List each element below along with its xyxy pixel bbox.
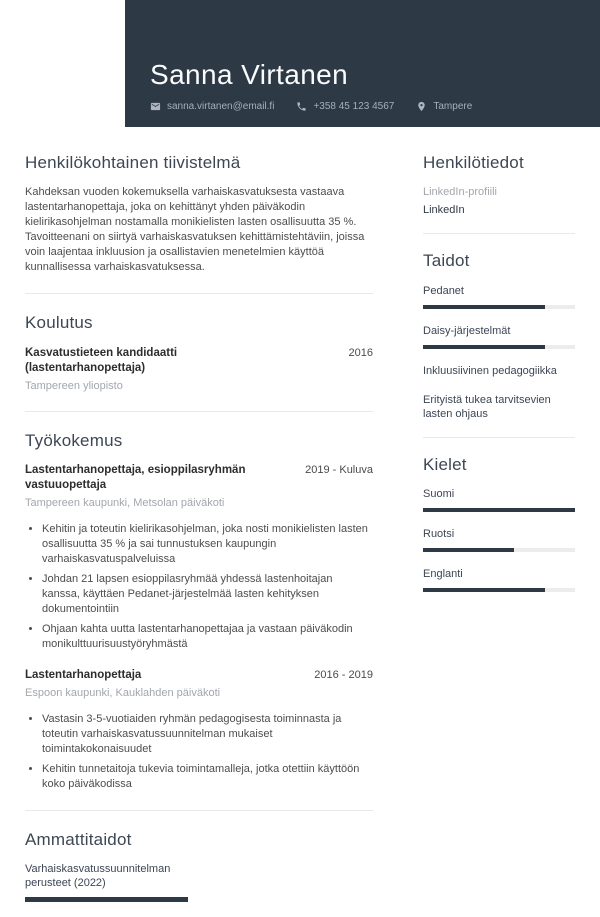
language-name: Englanti	[423, 567, 463, 580]
envelope-icon	[150, 101, 161, 112]
phone-link[interactable]	[296, 101, 394, 112]
language-level-fill	[423, 508, 575, 512]
divider	[25, 293, 373, 294]
skills-section-title: Taidot	[423, 251, 470, 271]
education-section	[25, 312, 373, 392]
education-date: 2016	[348, 346, 373, 359]
experience-entry	[25, 668, 373, 792]
location-item	[416, 101, 472, 112]
job-bullet: • Kehitin ja toteutin kielirikasohjelman, joka nosti monikielisten lasten osallisuutta 35 % ja sai tunnustuksen kaupungin varhaiskasvatuspalveluissa	[42, 522, 373, 567]
job-date: 2016 - 2019	[314, 668, 373, 681]
summary-text: Kahdeksan vuoden kokemuksella varhaiskasvatuksesta vastaava lastentarhanopettaja, joka on kehittänyt yhden päiväkodin kielirikasohjelman nostamalla monikielisten lasten osallisuutta 35 %. Tavoitteenani on siirtyä varhaiskasvatuksen kehittämistehtäviin, joissa voin laajentaa inkluusion ja osallistavien menetelmien käyttöä kunnallisessa varhaiskasvatuksessa.	[25, 186, 365, 274]
main-column	[25, 152, 373, 917]
summary-section-title: Henkilökohtainen tiivistelmä	[25, 153, 241, 172]
courses-section	[25, 829, 373, 902]
skill-name: Pedanet	[423, 284, 464, 297]
language-item	[423, 487, 575, 512]
map-pin-icon	[416, 101, 427, 112]
location-text: Tampere	[433, 101, 473, 112]
school-name: Tampereen yliopisto	[25, 379, 123, 392]
education-entry-head	[25, 346, 373, 376]
skill-level-fill	[423, 345, 545, 349]
skill-name: Erityistä tukea tarvitsevien lasten ohjaus	[423, 393, 551, 420]
education-section-title: Koulutus	[25, 313, 93, 333]
experience-section	[25, 430, 373, 792]
languages-section-title: Kielet	[423, 454, 467, 474]
language-level-fill	[423, 548, 514, 552]
course-name: Varhaiskasvatussuunnitelman perusteet (2022)	[25, 863, 171, 889]
candidate-name: Sanna Virtanen	[150, 59, 349, 91]
skills-section	[423, 250, 575, 420]
job-bullets	[25, 712, 373, 792]
personal-details-title: Henkilötiedot	[423, 153, 524, 172]
personal-details-section	[423, 152, 575, 217]
job-title: Lastentarhanopettaja	[25, 668, 142, 681]
languages-section	[423, 454, 575, 592]
experience-section-title: Työkokemus	[25, 430, 123, 450]
linkedin-link[interactable]: LinkedIn	[423, 204, 465, 217]
content-columns	[0, 127, 600, 917]
skill-item	[423, 284, 575, 309]
summary-section	[25, 152, 373, 275]
language-name: Ruotsi	[423, 527, 455, 540]
skill-level-fill	[423, 305, 545, 309]
experience-entry	[25, 463, 373, 652]
email-link[interactable]	[150, 101, 274, 112]
experience-entry-head	[25, 463, 373, 493]
phone-handset-icon	[296, 101, 307, 112]
employer-name: Tampereen kaupunki, Metsolan päiväkoti	[25, 496, 225, 509]
linkedin-label: LinkedIn-profiili	[423, 186, 497, 199]
experience-entry-head	[25, 668, 373, 683]
job-bullet: • Kehitin tunnetaitoja tukevia toimintamalleja, jotka otettiin käyttöön koko päiväkodissa	[42, 762, 373, 792]
employer-name: Espoon kaupunki, Kauklahden päiväkoti	[25, 686, 221, 699]
divider	[423, 437, 575, 438]
language-name: Suomi	[423, 487, 455, 500]
language-level-bar	[423, 508, 575, 512]
language-level-bar	[423, 548, 575, 552]
course-level-fill	[25, 897, 188, 902]
language-item	[423, 527, 575, 552]
skill-name: Daisy-järjestelmät	[423, 324, 511, 337]
language-item	[423, 567, 575, 592]
degree-title: Kasvatustieteen kandidaatti (lastentarhanopettaja)	[25, 346, 178, 374]
contact-row	[150, 101, 580, 112]
language-level-bar	[423, 588, 575, 592]
skill-item	[423, 324, 575, 349]
resume-header	[125, 0, 600, 127]
divider	[25, 411, 373, 412]
job-bullets	[25, 522, 373, 652]
divider	[25, 810, 373, 811]
email-text: sanna.virtanen@email.fi	[167, 101, 275, 112]
skill-level-bar	[423, 345, 575, 349]
job-bullet: • Vastasin 3-5-vuotiaiden ryhmän pedagogisesta toiminnasta ja toteutin varhaiskasvatussuunnitelman mukaiset toimintakokonaisuudet	[42, 712, 373, 757]
skill-level-bar	[423, 305, 575, 309]
skill-name: Inkluusiivinen pedagogiikka	[423, 364, 557, 377]
skill-item	[423, 393, 575, 421]
job-title: Lastentarhanopettaja, esioppilasryhmän vastuuopettaja	[25, 463, 246, 491]
job-bullet: • Ohjaan kahta uutta lastentarhanopettajaa ja vastaan päiväkodin monikulttuurisuustyöryhmästä	[42, 622, 373, 652]
course-item	[25, 862, 373, 902]
courses-section-title: Ammattitaidot	[25, 829, 132, 849]
course-level-bar	[25, 897, 188, 902]
phone-text: +358 45 123 4567	[313, 101, 395, 112]
education-entry	[25, 346, 373, 393]
divider	[423, 233, 575, 234]
skill-item	[423, 364, 575, 378]
job-bullet: • Johdan 21 lapsen esioppilasryhmää yhdessä lastenhoitajan kanssa, käyttäen Pedanet-järjestelmää lasten kehityksen dokumentointiin	[42, 572, 373, 617]
sidebar-column	[423, 152, 575, 917]
language-level-fill	[423, 588, 545, 592]
job-date: 2019 - Kuluva	[305, 463, 373, 476]
